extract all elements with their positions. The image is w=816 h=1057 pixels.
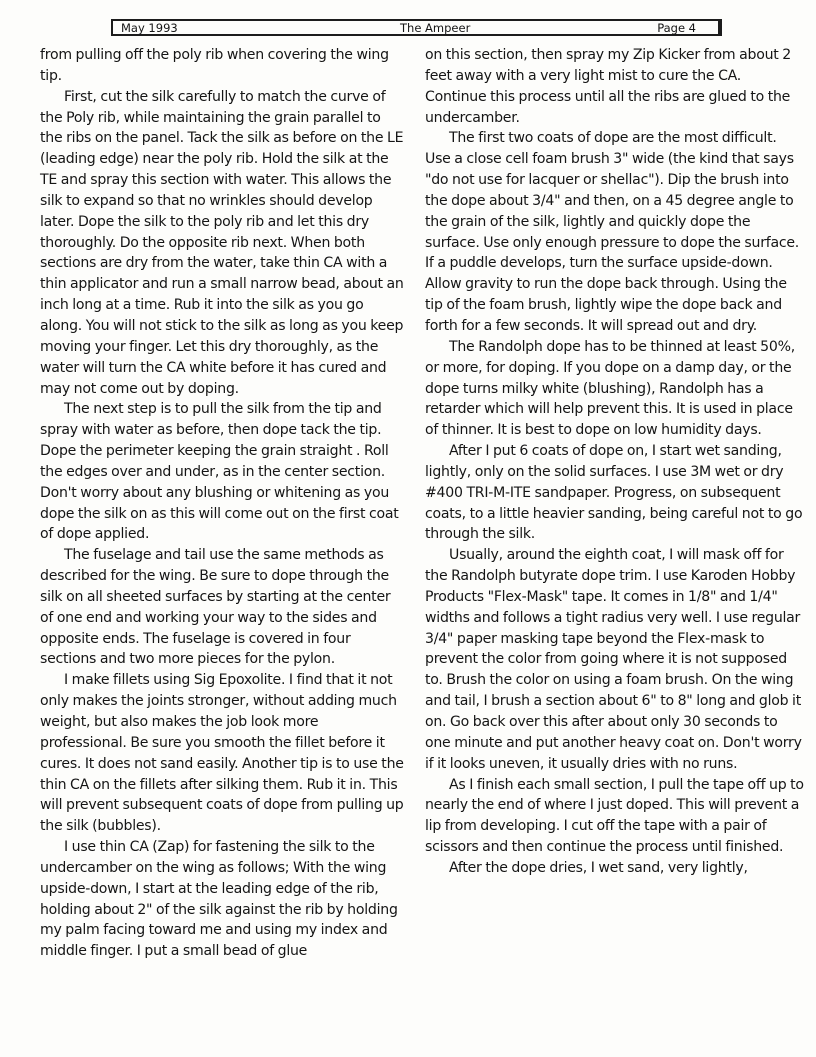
left-column — [40, 45, 405, 962]
page-header — [111, 19, 722, 36]
paragraph: The Randolph dope has to be thinned at least 50%, or more, for doping. If you dope on a damp day, or the dope turns milky white (blushing), Randolph has a retarder which will help prevent this. It is used in place of thinner. It is best to dope on low humidity days. — [425, 338, 795, 439]
newsletter-title: The Ampeer — [400, 21, 471, 35]
paragraph: After the dope dries, I wet sand, very lightly, — [449, 859, 748, 876]
paragraph: The first two coats of dope are the most difficult. Use a close cell foam brush 3" wide (the kind that says "do not use for lacquer or shellac"). Dip the brush into the dope about 3/4" and then, on a 45 degree angle to the grain of the silk, lightly and quickly dope the surface. Use only enough pressure to dope the surface. If a puddle develops, turn the surface upside-down. Allow gravity to run the dope back through. Using the tip of the foam brush, lightly wipe the dope back and forth for a few seconds. It will spread out and dry. — [425, 130, 799, 334]
paragraph: I use thin CA (Zap) for fastening the silk to the undercamber on the wing as follows; With the wing upside-down, I start at the leading edge of the rib, holding about 2" of the silk against the rib by holding my palm facing toward me and using my index and middle finger. I put a small bead of glue — [40, 839, 398, 960]
paragraph: After I put 6 coats of dope on, I start wet sanding, lightly, only on the solid surfaces. I use 3M wet or dry #400 TRI-M-ITE sandpaper. Progress, on subsequent coats, to a little heavier sanding, being careful not to go through the silk. — [425, 443, 803, 543]
paragraph: Usually, around the eighth coat, I will mask off for the Randolph butyrate dope trim. I use Karoden Hobby Products "Flex-Mask" tape. It comes in 1/8" and 1/4" widths and follows a tight radius very well. I use regular 3/4" paper masking tape beyond the Flex-mask to prevent the color from going where it is not supposed to. Brush the color on using a foam brush. On the wing and tail, I brush a section about 6" to 8" long and glob it on. Go back over this after about only 30 seconds to one minute and put another heavy coat on. Don't worry if it looks uneven, it usually dries with no runs. — [425, 547, 802, 772]
issue-date: May 1993 — [121, 21, 178, 35]
paragraph: The next step is to pull the silk from the tip and spray with water as before, then dope tack the tip. Dope the perimeter keeping the grain straight . Roll the edges over and under, as in the center section. Don't worry about any blushing or whitening as you dope the silk on as this will come out on the first coat of dope applied. — [40, 401, 399, 543]
paragraph: First, cut the silk carefully to match the curve of the Poly rib, while maintaining the grain parallel to the ribs on the panel. Tack the silk as before on the LE (leading edge) near the poly rib. Hold the silk at the TE and spray this section with water. This allows the silk to expand so that no wrinkles should develop later. Dope the silk to the poly rib and let this dry thoroughly. Do the opposite rib next. When both sections are dry from the water, take thin CA with a thin applicator and run a small narrow bead, about an inch long at a time. Rub it into the silk as you go along. You will not stick to the silk as long as you keep moving your finger. Let this dry thoroughly, as the water will turn the CA white before it has cured and may not come out by doping. — [40, 88, 404, 397]
paragraph: The fuselage and tail use the same methods as described for the wing. Be sure to dope through the silk on all sheeted surfaces by starting at the center of one end and working your way to the sides and opposite ends. The fuselage is covered in four sections and two more pieces for the pylon. — [40, 547, 391, 668]
paragraph: As I finish each small section, I pull the tape off up to nearly the end of where I just doped. This will prevent a lip from developing. I cut off the tape with a pair of scissors and then continue the process until finished. — [425, 776, 804, 856]
paragraph: from pulling off the poly rib when covering the wing tip. — [40, 47, 389, 84]
right-column — [425, 45, 805, 879]
page-number: Page 4 — [657, 21, 696, 35]
paragraph: I make fillets using Sig Epoxolite. I find that it not only makes the joints stronger, without adding much weight, but also makes the job look more professional. Be sure you smooth the fillet before it cures. It does not sand easily. Another tip is to use the thin CA on the fillets after silking them. Rub it in. This will prevent subsequent coats of dope from pulling up the silk (bubbles). — [40, 672, 404, 835]
paragraph: on this section, then spray my Zip Kicker from about 2 feet away with a very light mist to cure the CA. Continue this process until all the ribs are glued to the undercamber. — [425, 47, 791, 126]
